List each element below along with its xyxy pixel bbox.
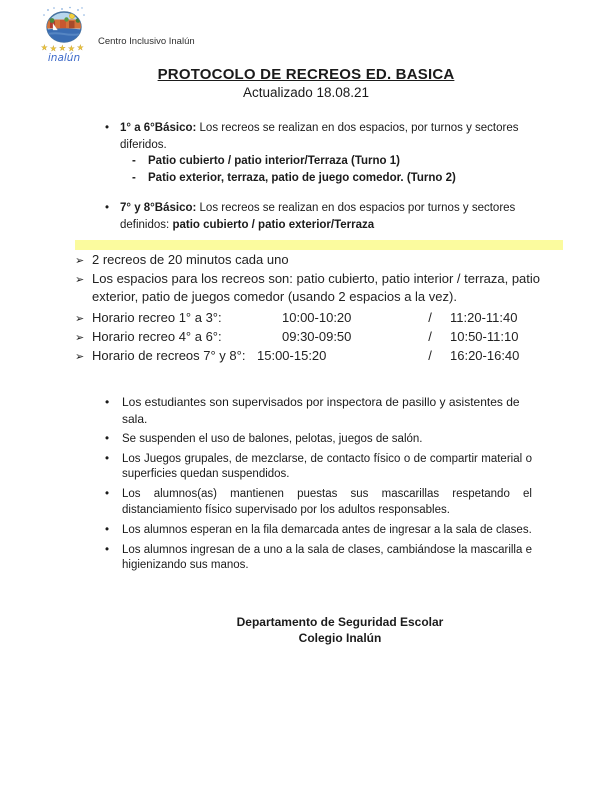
grade-text: Los recreos se realizan en dos espacios, por turnos y sectores diferidos.	[120, 122, 519, 151]
schedule-label: Horario de recreos 7° y 8°:	[92, 348, 246, 363]
sublist	[132, 153, 534, 186]
logo-block	[38, 6, 195, 64]
updated-date: Actualizado 18.08.21	[242, 85, 370, 100]
recreos-list	[75, 251, 568, 366]
page-title: PROTOCOLO DE RECREOS ED. BASICA	[157, 66, 455, 83]
document-footer	[105, 615, 575, 646]
list-item-text	[120, 200, 534, 233]
footer-department: Departamento de Seguridad Escolar	[236, 615, 444, 629]
schedule	[75, 309, 568, 366]
bullet-icon: •	[105, 122, 110, 134]
recreos-item	[75, 251, 568, 270]
dash-icon: -	[132, 155, 136, 167]
section-basica-1-6	[105, 120, 534, 186]
schedule-time-1: 10:00-10:20	[282, 310, 352, 325]
highlight-bar	[75, 240, 563, 250]
schedule-separator: /	[428, 329, 432, 344]
grade-spaces-bold: patio cubierto / patio exterior/Terraza	[172, 218, 375, 231]
rule-text: Los alumnos esperan en la fila demarcada antes de ingresar a la sala de clases.	[122, 523, 532, 536]
schedule-time-2: 16:20-16:40	[450, 348, 520, 363]
list-item	[105, 120, 534, 186]
svg-text:inalún: inalún	[47, 52, 81, 64]
rules-list	[105, 394, 532, 574]
list-item	[105, 200, 534, 233]
bullet-icon: •	[105, 543, 110, 556]
inalun-logo-icon	[38, 6, 90, 64]
schedule-separator: /	[428, 348, 432, 363]
bullet-icon: •	[105, 432, 110, 445]
schedule-time-1: 15:00-15:20	[257, 348, 327, 363]
turno-1: Patio cubierto / patio interior/Terraza (Turno 1)	[148, 155, 400, 167]
schedule-row	[75, 347, 568, 366]
sub-item	[132, 153, 534, 170]
grade-text: Los recreos se realizan en dos espacios por turnos y sectores definidos:	[120, 202, 516, 231]
arrow-bullet-icon: ➢	[75, 254, 85, 267]
org-name: Centro Inclusivo Inalún	[98, 36, 195, 47]
bullet-icon: •	[105, 488, 110, 500]
bullet-icon: •	[105, 395, 110, 409]
rule-item	[105, 452, 532, 483]
svg-text:★: ★	[77, 43, 84, 52]
schedule-separator: /	[428, 310, 432, 325]
arrow-bullet-icon: ➢	[75, 331, 85, 344]
rule-text: Los alumnos ingresan de a uno a la sala de clases, cambiándose la mascarilla e higienizando sus manos.	[122, 543, 532, 571]
rule-item	[105, 394, 532, 427]
rule-text: Los Juegos grupales, de mezclarse, de contacto físico o de compartir material o superficies quedan suspendidos.	[122, 452, 532, 480]
grade-label: 1° a 6°Básico:	[120, 122, 197, 134]
rule-item	[105, 523, 532, 539]
recreos-item	[75, 270, 568, 305]
rule-item	[105, 487, 532, 518]
section-basica-7-8	[105, 200, 534, 233]
schedule-time-2: 10:50-11:10	[450, 329, 519, 344]
recreos-text: 2 recreos de 20 minutos cada uno	[92, 252, 289, 267]
grade-label: 7° y 8°Básico:	[120, 202, 197, 214]
doc-head	[0, 66, 612, 100]
bullet-icon: •	[105, 523, 110, 536]
arrow-bullet-icon: ➢	[75, 312, 85, 325]
arrow-bullet-icon: ➢	[75, 350, 85, 363]
bullet-icon: •	[105, 202, 110, 214]
list-item-text	[120, 120, 534, 186]
rule-text: Los alumnos(as) mantienen puestas sus mascarillas respetando el distanciamiento físico supervisado por los adultos responsables.	[122, 488, 532, 516]
svg-text:★: ★	[59, 43, 66, 53]
schedule-row	[75, 309, 568, 328]
footer-school: Colegio Inalún	[298, 630, 382, 645]
svg-text:★: ★	[50, 44, 57, 53]
schedule-label: Horario recreo 4° a 6°:	[92, 329, 222, 344]
rule-text: Los estudiantes son supervisados por inspectora de pasillo y asistentes de sala.	[122, 395, 520, 426]
rule-item	[105, 543, 532, 574]
schedule-label: Horario recreo 1° a 3°:	[92, 310, 222, 325]
sub-item	[132, 170, 534, 187]
svg-text:★: ★	[41, 43, 48, 52]
dash-icon: -	[132, 171, 136, 184]
turno-2: Patio exterior, terraza, patio de juego comedor. (Turno 2)	[148, 171, 456, 184]
arrow-bullet-icon: ➢	[75, 273, 85, 286]
svg-text:★: ★	[68, 44, 75, 53]
rule-item	[105, 432, 532, 448]
schedule-row	[75, 328, 568, 347]
bullet-icon: •	[105, 452, 110, 465]
schedule-time-1: 09:30-09:50	[282, 329, 352, 344]
recreos-text: Los espacios para los recreos son: patio cubierto, patio interior / terraza, patio exterior, patio de juegos comedor (usando 2 espacios a la vez).	[92, 271, 541, 304]
document-body	[0, 120, 612, 578]
rule-text: Se suspenden el uso de balones, pelotas, juegos de salón.	[122, 432, 423, 445]
schedule-time-2: 11:20-11:40	[450, 310, 518, 325]
